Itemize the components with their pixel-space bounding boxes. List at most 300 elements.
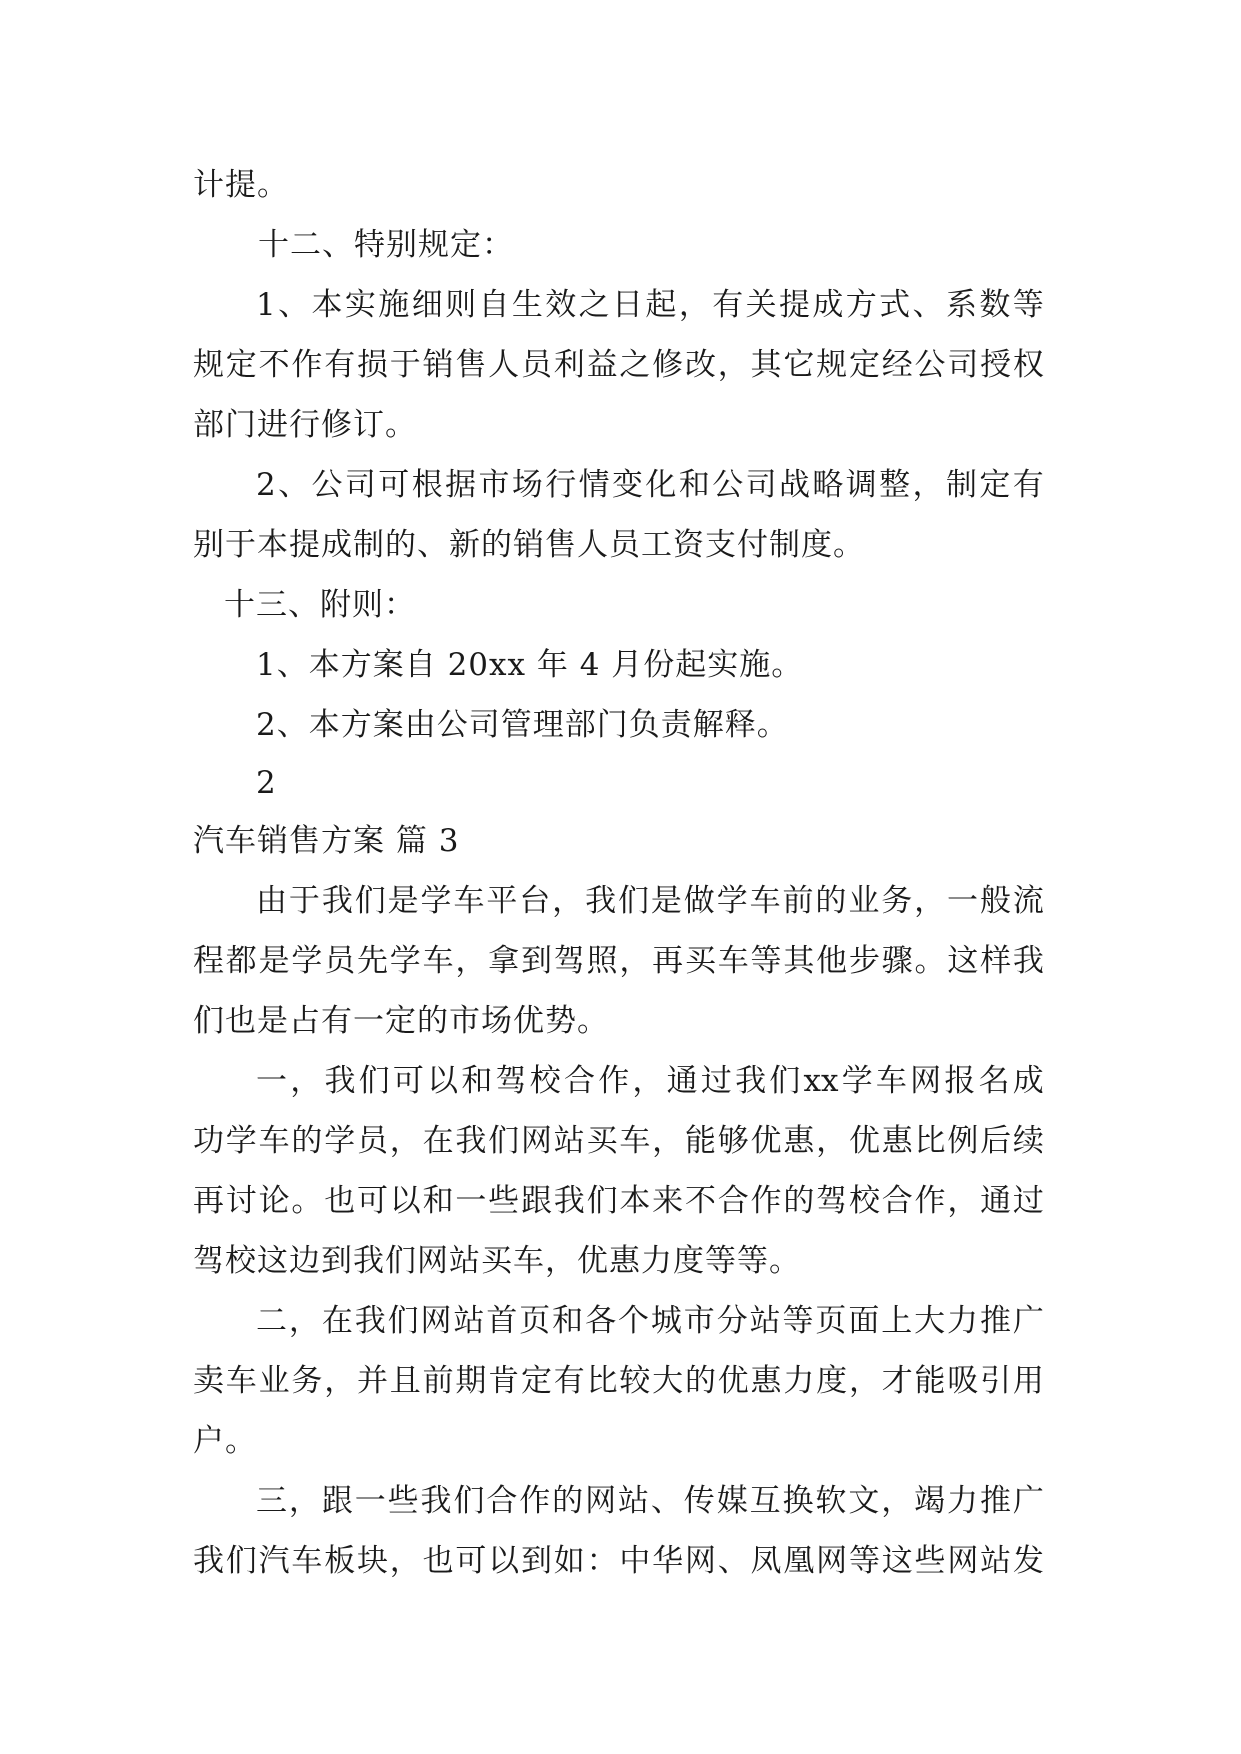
glyph: 售 — [455, 347, 487, 383]
glyph: 行 — [545, 467, 577, 503]
glyph: ， — [552, 883, 584, 919]
glyph: 站 — [980, 1543, 1012, 1579]
glyph: 台 — [519, 883, 551, 919]
glyph: 些 — [488, 1183, 520, 1219]
glyph: 车 — [619, 1123, 651, 1159]
glyph: 功 — [193, 1123, 224, 1159]
glyph: 公 — [914, 347, 946, 383]
glyph: 定 — [225, 347, 257, 383]
glyph: 改 — [684, 347, 716, 383]
text-line-justified — [193, 1121, 1044, 1161]
glyph: 于 — [288, 883, 320, 919]
glyph: 我 — [354, 1303, 386, 1339]
text-line-justified — [256, 285, 1044, 325]
glyph: 些 — [914, 1543, 946, 1579]
glyph: 站 — [453, 1303, 485, 1339]
glyph: 网 — [910, 1063, 942, 1099]
glyph: 场 — [511, 467, 543, 503]
glyph: ， — [455, 943, 487, 979]
glyph: 再 — [652, 943, 684, 979]
glyph: 的 — [815, 883, 847, 919]
glyph: 名 — [978, 1063, 1010, 1099]
glyph: 驾 — [495, 1063, 527, 1099]
glyph: 方 — [845, 287, 877, 323]
glyph: 式 — [879, 287, 911, 323]
glyph: 车 — [749, 883, 781, 919]
glyph: ， — [619, 943, 651, 979]
glyph: 讨 — [225, 1183, 257, 1219]
glyph: 页 — [815, 1303, 847, 1339]
glyph: 发 — [1012, 1543, 1044, 1579]
glyph: 等 — [782, 1303, 814, 1339]
glyph: 优 — [848, 1123, 880, 1159]
glyph: 才 — [881, 1363, 913, 1399]
glyph: 市 — [478, 467, 510, 503]
glyph: ， — [389, 1123, 421, 1159]
glyph: 可 — [356, 1183, 388, 1219]
glyph: ， — [816, 1123, 848, 1159]
glyph: 细 — [411, 287, 443, 323]
text-line: 计提。 — [193, 167, 289, 203]
glyph: 作 — [519, 1483, 551, 1519]
glyph: 利 — [553, 347, 585, 383]
glyph: ， — [881, 1483, 913, 1519]
glyph: 们 — [586, 1183, 618, 1219]
text-line-justified — [256, 1301, 1044, 1341]
glyph: 并 — [356, 1363, 388, 1399]
glyph: 竭 — [914, 1483, 946, 1519]
glyph: 这 — [881, 1543, 913, 1579]
text-line: 部门进行修订。 — [193, 407, 417, 443]
glyph: 用 — [1012, 1363, 1044, 1399]
glyph: 提 — [778, 287, 810, 323]
glyph: 个 — [617, 1303, 649, 1339]
glyph: 是 — [258, 943, 290, 979]
text-line-justified — [256, 1061, 1044, 1101]
glyph: 可 — [392, 1063, 424, 1099]
glyph: 经 — [881, 347, 913, 383]
text-line: 驾校这边到我们网站买车，优惠力度等等。 — [193, 1243, 801, 1279]
glyph: 广 — [1012, 1303, 1044, 1339]
glyph: 上 — [881, 1303, 913, 1339]
text-line-justified — [256, 881, 1044, 921]
text-line: 1、本方案自 20xx 年 4 月份起实施。 — [256, 647, 804, 683]
glyph: 通 — [666, 1063, 698, 1099]
glyph: 期 — [455, 1363, 487, 1399]
glyph: 媒 — [716, 1483, 748, 1519]
glyph: 员 — [356, 1123, 388, 1159]
glyph: 网 — [420, 1303, 452, 1339]
glyph: 作 — [291, 347, 323, 383]
glyph: 驾 — [816, 1183, 848, 1219]
glyph: 流 — [1012, 883, 1044, 919]
glyph: 些 — [387, 1483, 419, 1519]
glyph: 前 — [422, 1363, 454, 1399]
glyph: 益 — [586, 347, 618, 383]
glyph: ， — [290, 1063, 322, 1099]
glyph: 市 — [683, 1303, 715, 1339]
glyph: 力 — [783, 1363, 815, 1399]
glyph: 据 — [445, 467, 477, 503]
glyph: 有 — [553, 1363, 585, 1399]
glyph: 学 — [716, 883, 748, 919]
glyph: 。 — [291, 1183, 323, 1219]
glyph: 2 — [256, 467, 276, 503]
glyph: 调 — [845, 467, 877, 503]
glyph: 授 — [980, 347, 1012, 383]
glyph: 其 — [750, 347, 782, 383]
glyph: 汽 — [258, 1543, 290, 1579]
glyph: 车 — [875, 1063, 907, 1099]
glyph: 我 — [553, 1183, 585, 1219]
page-number-text: 2 — [256, 765, 277, 801]
section-heading: 十三、附则： — [224, 587, 416, 623]
glyph: 网 — [585, 1483, 617, 1519]
glyph: 公 — [311, 467, 343, 503]
glyph: 定 — [979, 467, 1011, 503]
glyph: 力 — [947, 1303, 979, 1339]
glyph: 和 — [678, 467, 710, 503]
glyph: 校 — [529, 1063, 561, 1099]
glyph: 则 — [445, 287, 477, 323]
glyph: 们 — [387, 1303, 419, 1339]
glyph: xx — [803, 1063, 839, 1099]
glyph: 惠 — [783, 1123, 815, 1159]
text-line: 2、本方案由公司管理部门负责解释。 — [256, 707, 789, 743]
glyph: 作 — [750, 1183, 782, 1219]
glyph: 是 — [387, 883, 419, 919]
glyph: 1 — [256, 287, 276, 323]
glyph: 规 — [816, 347, 848, 383]
glyph: 定 — [520, 1363, 552, 1399]
glyph: 本 — [311, 287, 343, 323]
text-line: 们也是占有一定的市场优势。 — [193, 1003, 609, 1039]
glyph: 本 — [619, 1183, 651, 1219]
glyph: ， — [717, 347, 749, 383]
glyph: 车 — [422, 943, 454, 979]
glyph: 站 — [749, 1303, 781, 1339]
glyph: 拿 — [488, 943, 520, 979]
glyph: 我 — [420, 1483, 452, 1519]
glyph: ： — [586, 1543, 618, 1579]
glyph: 吸 — [947, 1363, 979, 1399]
glyph: 学 — [225, 1123, 257, 1159]
glyph: 驾 — [553, 943, 585, 979]
glyph: 起 — [645, 287, 677, 323]
text-line-justified — [193, 1361, 1044, 1401]
glyph: 三 — [256, 1483, 287, 1519]
glyph: 其 — [783, 943, 815, 979]
glyph: 。 — [914, 943, 946, 979]
glyph: 凤 — [750, 1543, 782, 1579]
glyph: 系 — [945, 287, 977, 323]
glyph: 过 — [1012, 1183, 1044, 1219]
glyph: 度 — [816, 1363, 848, 1399]
glyph: 来 — [652, 1183, 684, 1219]
glyph: 中 — [619, 1543, 651, 1579]
glyph: 他 — [816, 943, 848, 979]
glyph: 之 — [619, 347, 651, 383]
glyph: 们 — [453, 1483, 485, 1519]
section-heading: 十二、特别规定： — [258, 227, 514, 263]
glyph: 有 — [1012, 467, 1044, 503]
glyph: 司 — [344, 467, 376, 503]
glyph: 我 — [193, 1543, 224, 1579]
glyph: 整 — [879, 467, 911, 503]
glyph: 一 — [354, 1483, 386, 1519]
text-line-justified — [193, 941, 1044, 981]
glyph: 、 — [650, 1483, 682, 1519]
glyph: 优 — [717, 1363, 749, 1399]
glyph: 能 — [684, 1123, 716, 1159]
glyph: 网 — [947, 1543, 979, 1579]
glyph: ， — [288, 1303, 320, 1339]
glyph: 是 — [650, 883, 682, 919]
glyph: 数 — [979, 287, 1011, 323]
glyph: 学 — [389, 943, 421, 979]
glyph: 实 — [344, 287, 376, 323]
glyph: ， — [324, 1363, 356, 1399]
glyph: 能 — [914, 1363, 946, 1399]
glyph: 例 — [947, 1123, 979, 1159]
glyph: 作 — [914, 1183, 946, 1219]
glyph: 惠 — [881, 1123, 913, 1159]
glyph: 推 — [979, 1303, 1011, 1339]
glyph: 互 — [749, 1483, 781, 1519]
glyph: 分 — [716, 1303, 748, 1339]
glyph: 车 — [453, 883, 485, 919]
glyph: 之 — [578, 287, 610, 323]
glyph: 合 — [881, 1183, 913, 1219]
glyph: 做 — [683, 883, 715, 919]
glyph: 照 — [586, 943, 618, 979]
glyph: 略 — [812, 467, 844, 503]
glyph: 以 — [427, 1063, 459, 1099]
glyph: 规 — [193, 347, 224, 383]
glyph: 推 — [979, 1483, 1011, 1519]
glyph: 骤 — [881, 943, 913, 979]
glyph: 合 — [486, 1483, 518, 1519]
glyph: 力 — [947, 1483, 979, 1519]
glyph: 修 — [652, 347, 684, 383]
glyph: 业 — [258, 1363, 290, 1399]
glyph: 等 — [848, 1543, 880, 1579]
glyph: 车 — [225, 1363, 257, 1399]
glyph: 的 — [291, 1123, 323, 1159]
glyph: 优 — [750, 1123, 782, 1159]
glyph: 在 — [422, 1123, 454, 1159]
glyph: 和 — [552, 1303, 584, 1339]
glyph: 根 — [411, 467, 443, 503]
glyph: 软 — [815, 1483, 847, 1519]
glyph: 人 — [488, 347, 520, 383]
glyph: 不 — [258, 347, 290, 383]
glyph: 化 — [645, 467, 677, 503]
glyph: 战 — [778, 467, 810, 503]
glyph: 到 — [520, 943, 552, 979]
glyph: 公 — [712, 467, 744, 503]
glyph: 成 — [812, 287, 844, 323]
glyph: 日 — [612, 287, 644, 323]
glyph: 再 — [193, 1183, 224, 1219]
glyph: 务 — [291, 1363, 323, 1399]
glyph: 站 — [553, 1123, 585, 1159]
glyph: 以 — [488, 1543, 520, 1579]
glyph: 报 — [944, 1063, 976, 1099]
glyph: 、 — [717, 1543, 749, 1579]
glyph: 都 — [225, 943, 257, 979]
glyph: 它 — [783, 347, 815, 383]
glyph: 大 — [914, 1303, 946, 1339]
glyph: 学 — [841, 1063, 873, 1099]
glyph: 页 — [519, 1303, 551, 1339]
glyph: 效 — [545, 287, 577, 323]
glyph: ， — [947, 1183, 979, 1219]
glyph: 和 — [461, 1063, 493, 1099]
glyph: 们 — [617, 883, 649, 919]
glyph: 网 — [520, 1123, 552, 1159]
glyph: 卖 — [193, 1363, 224, 1399]
glyph: ， — [678, 287, 710, 323]
glyph: 且 — [389, 1363, 421, 1399]
glyph: 也 — [422, 1543, 454, 1579]
glyph: 传 — [683, 1483, 715, 1519]
glyph: 跟 — [321, 1483, 353, 1519]
glyph: 制 — [945, 467, 977, 503]
glyph: 施 — [378, 287, 410, 323]
glyph: 也 — [324, 1183, 356, 1219]
glyph: 有 — [712, 287, 744, 323]
glyph: 学 — [291, 943, 323, 979]
glyph: 一 — [256, 1063, 287, 1099]
glyph: 先 — [356, 943, 388, 979]
glyph: 、 — [278, 287, 310, 323]
text-line: 别于本提成制的、新的销售人员工资支付制度。 — [193, 527, 865, 563]
glyph: 我 — [324, 1063, 356, 1099]
glyph: 引 — [980, 1363, 1012, 1399]
glyph: 由 — [256, 883, 287, 919]
glyph: 我 — [585, 883, 617, 919]
glyph: 论 — [258, 1183, 290, 1219]
glyph: 大 — [652, 1363, 684, 1399]
glyph: 面 — [848, 1303, 880, 1339]
text-line-justified — [256, 1481, 1044, 1521]
glyph: 成 — [1012, 1063, 1044, 1099]
glyph: 定 — [848, 347, 880, 383]
glyph: 首 — [486, 1303, 518, 1339]
glyph: 一 — [947, 883, 979, 919]
glyph: 车 — [258, 1123, 290, 1159]
glyph: 平 — [486, 883, 518, 919]
section-title: 汽车销售方案 篇 3 — [193, 823, 460, 859]
glyph: 员 — [520, 347, 552, 383]
glyph: 合 — [717, 1183, 749, 1219]
glyph: 一 — [455, 1183, 487, 1219]
glyph: 这 — [947, 943, 979, 979]
glyph: 比 — [914, 1123, 946, 1159]
glyph: 较 — [619, 1363, 651, 1399]
glyph: 板 — [324, 1543, 356, 1579]
glyph: 校 — [848, 1183, 880, 1219]
glyph: 程 — [193, 943, 224, 979]
text-line-justified — [256, 465, 1044, 505]
glyph: 司 — [947, 347, 979, 383]
glyph: 后 — [980, 1123, 1012, 1159]
glyph: 学 — [420, 883, 452, 919]
glyph: 我 — [321, 883, 353, 919]
glyph: 们 — [354, 883, 386, 919]
glyph: 般 — [979, 883, 1011, 919]
glyph: 凰 — [783, 1543, 815, 1579]
glyph: 们 — [225, 1543, 257, 1579]
text-line-justified — [193, 345, 1044, 385]
glyph: 我 — [455, 1123, 487, 1159]
text-line-justified — [193, 1541, 1044, 1581]
glyph: 我 — [1012, 943, 1044, 979]
glyph: 通 — [980, 1183, 1012, 1219]
glyph: 各 — [585, 1303, 617, 1339]
glyph: 于 — [389, 347, 421, 383]
glyph: 不 — [684, 1183, 716, 1219]
glyph: 文 — [848, 1483, 880, 1519]
glyph: 、 — [278, 467, 310, 503]
glyph: 等 — [750, 943, 782, 979]
glyph: 可 — [378, 467, 410, 503]
glyph: 买 — [586, 1123, 618, 1159]
glyph: 和 — [422, 1183, 454, 1219]
glyph: 权 — [1012, 347, 1044, 383]
glyph: ， — [912, 467, 944, 503]
glyph: 以 — [389, 1183, 421, 1219]
glyph: 车 — [717, 943, 749, 979]
glyph: 在 — [321, 1303, 353, 1339]
glyph: 有 — [324, 347, 356, 383]
glyph: 情 — [578, 467, 610, 503]
glyph: 的 — [684, 1363, 716, 1399]
glyph: 们 — [358, 1063, 390, 1099]
glyph: 比 — [586, 1363, 618, 1399]
glyph: 务 — [881, 883, 913, 919]
glyph: 网 — [816, 1543, 848, 1579]
glyph: 够 — [717, 1123, 749, 1159]
glyph: 作 — [598, 1063, 630, 1099]
glyph: 员 — [324, 943, 356, 979]
glyph: 司 — [745, 467, 777, 503]
glyph: 换 — [782, 1483, 814, 1519]
glyph: ， — [288, 1483, 320, 1519]
glyph: 们 — [769, 1063, 801, 1099]
glyph: ， — [914, 883, 946, 919]
glyph: 买 — [684, 943, 716, 979]
glyph: 华 — [652, 1543, 684, 1579]
glyph: 到 — [520, 1543, 552, 1579]
glyph: 车 — [291, 1543, 323, 1579]
glyph: 样 — [980, 943, 1012, 979]
glyph: 我 — [735, 1063, 767, 1099]
glyph: ， — [632, 1063, 664, 1099]
glyph: 自 — [478, 287, 510, 323]
glyph: 站 — [617, 1483, 649, 1519]
glyph: 步 — [848, 943, 880, 979]
glyph: 惠 — [750, 1363, 782, 1399]
glyph: 块 — [356, 1543, 388, 1579]
text-line: 户。 — [193, 1423, 257, 1459]
glyph: 可 — [455, 1543, 487, 1579]
glyph: 的 — [783, 1183, 815, 1219]
glyph: ， — [652, 1123, 684, 1159]
glyph: 生 — [511, 287, 543, 323]
glyph: 城 — [650, 1303, 682, 1339]
